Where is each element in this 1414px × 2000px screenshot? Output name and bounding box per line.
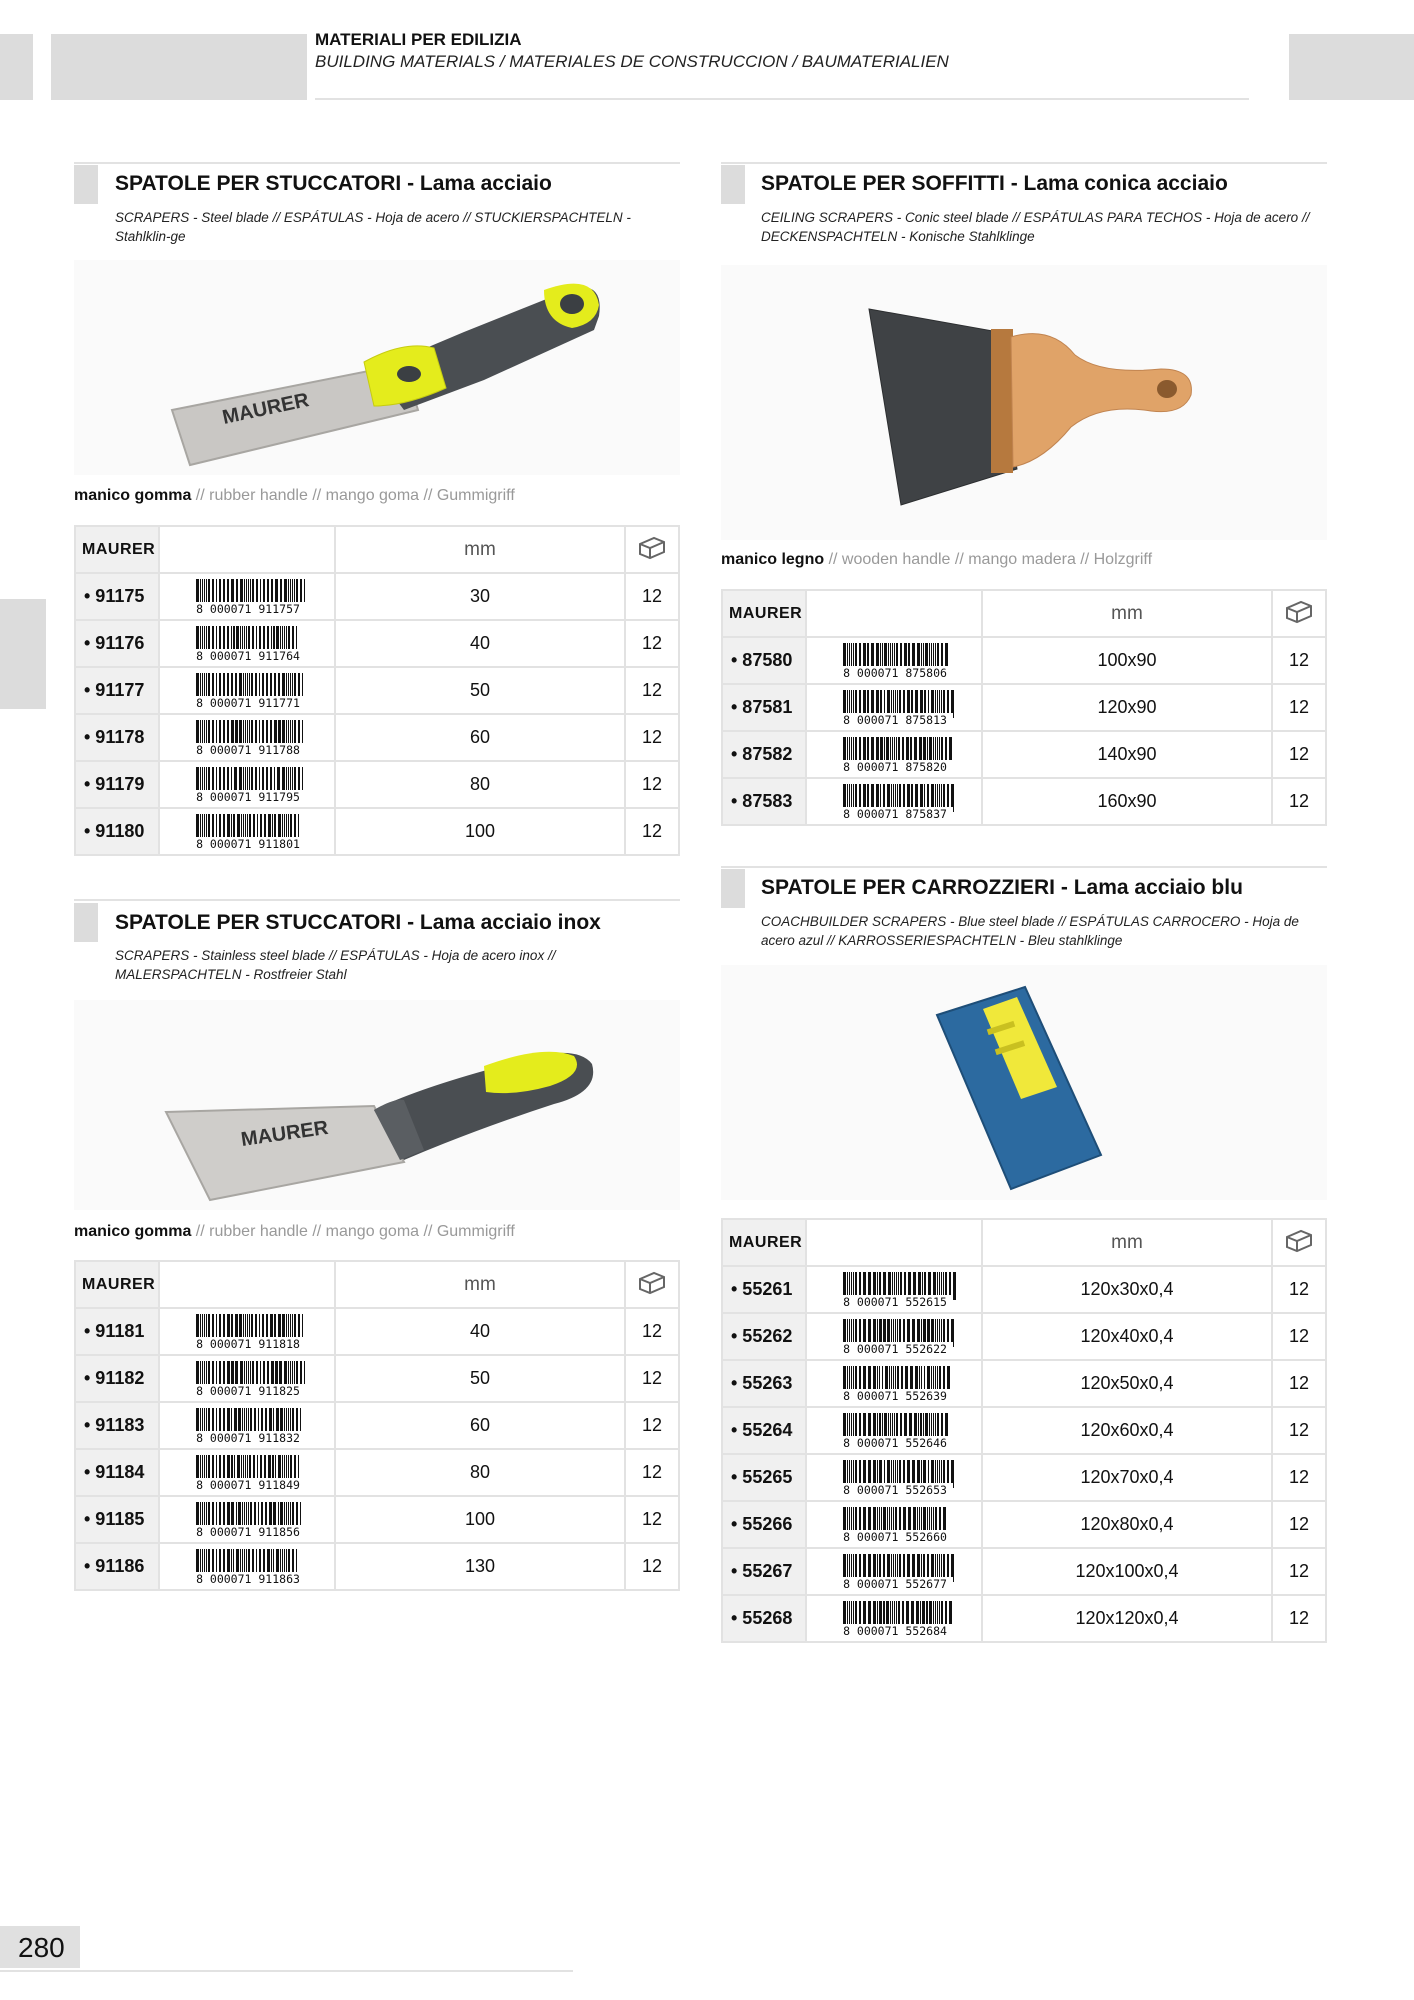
product-size: 120x40x0,4 [982,1313,1272,1360]
table-row [75,667,679,714]
product-code: • 55266 [722,1501,806,1548]
pack-quantity: 12 [625,667,679,714]
brand-logo: MAURER [722,590,806,637]
barcode-header [806,1219,982,1266]
page-header-subtitle: BUILDING MATERIALS / MATERIALES DE CONSTRUCCION / BAUMATERIALIEN [315,52,949,71]
product-code: • 91186 [75,1543,159,1590]
section-divider [74,899,680,901]
pack-quantity: 12 [625,620,679,667]
pack-quantity: 12 [625,1308,679,1355]
product-size: 120x100x0,4 [982,1548,1272,1595]
section-mark [721,165,745,204]
table-row [722,778,1326,825]
table-row [75,1402,679,1449]
product-size: 140x90 [982,731,1272,778]
barcode-header [806,590,982,637]
svg-text:8 000071 875837: 8 000071 875837 [843,806,947,821]
table-row [75,573,679,620]
pack-quantity: 12 [1272,731,1326,778]
table-row [722,1266,1326,1313]
barcode [159,1543,335,1590]
pack-quantity: 12 [625,1496,679,1543]
handle-note [74,1223,515,1241]
product-size: 130 [335,1543,625,1590]
product-code: • 91176 [75,620,159,667]
barcode [806,1313,982,1360]
barcode-header [159,1261,335,1308]
svg-text:8 000071 875813: 8 000071 875813 [843,712,947,727]
pack-quantity: 12 [625,573,679,620]
section-title-rest: - Lama acciaio [401,172,552,195]
product-code: • 91179 [75,761,159,808]
header-right-tab [1289,34,1414,100]
svg-text:8 000071 911764: 8 000071 911764 [196,648,300,663]
pack-quantity: 12 [625,1449,679,1496]
product-code: • 87581 [722,684,806,731]
section-title-bold: SPATOLE PER CARROZZIERI [761,876,1056,899]
product-size: 60 [335,714,625,761]
product-size: 120x80x0,4 [982,1501,1272,1548]
header-divider [315,98,1249,100]
section-title-rest: - Lama acciaio blu [1055,876,1243,899]
svg-text:8 000071 552639: 8 000071 552639 [843,1388,947,1403]
pack-quantity: 12 [1272,1595,1326,1642]
table-row [75,1308,679,1355]
section-mark [74,165,98,204]
barcode [806,1360,982,1407]
product-code: • 91180 [75,808,159,855]
handle-note-rest: // wooden handle // mango madera // Holzgriff [824,551,1153,568]
page-number-box [0,1926,80,1968]
svg-text:8 000071 552684: 8 000071 552684 [843,1623,947,1638]
table-row [722,1595,1326,1642]
product-size: 80 [335,761,625,808]
svg-text:8 000071 552653: 8 000071 552653 [843,1482,947,1497]
product-size: 80 [335,1449,625,1496]
table-row [722,1313,1326,1360]
scraper-rubber-handle-image [74,260,680,475]
product-code: • 55267 [722,1548,806,1595]
product-code: • 55263 [722,1360,806,1407]
svg-text:8 000071 552660: 8 000071 552660 [843,1529,947,1544]
svg-text:8 000071 552677: 8 000071 552677 [843,1576,947,1591]
product-size: 50 [335,1355,625,1402]
blue-scraper-image [721,965,1327,1200]
barcode [806,1548,982,1595]
handle-note-rest: // rubber handle // mango goma // Gummigriff [191,487,515,504]
svg-text:8 000071 552622: 8 000071 552622 [843,1341,947,1356]
page-header-title: MATERIALI PER EDILIZIA [315,30,522,49]
table-row [75,761,679,808]
product-table [74,1260,680,1591]
unit-header: mm [982,1219,1272,1266]
brand-logo: MAURER [75,526,159,573]
table-row [75,1496,679,1543]
product-table [74,525,680,856]
brand-logo: MAURER [722,1219,806,1266]
section-title-bold: SPATOLE PER STUCCATORI [115,911,402,934]
product-code: • 91178 [75,714,159,761]
handle-note-bold: manico gomma [74,487,192,504]
product-size: 40 [335,1308,625,1355]
table-row [722,1548,1326,1595]
section-title [761,172,1228,196]
pack-quantity: 12 [1272,1266,1326,1313]
box-icon [625,526,679,573]
table-row [75,1543,679,1590]
handle-note-bold: manico legno [721,551,825,568]
table-row [722,1360,1326,1407]
pack-quantity: 12 [1272,1501,1326,1548]
table-row [722,637,1326,684]
barcode [159,573,335,620]
svg-text:8 000071 911863: 8 000071 911863 [196,1571,300,1586]
product-code: • 87582 [722,731,806,778]
table-row [75,620,679,667]
pack-quantity: 12 [1272,1548,1326,1595]
pack-quantity: 12 [625,1355,679,1402]
pack-quantity: 12 [625,761,679,808]
scraper-inox-image [74,1000,680,1210]
section-subtitle: CEILING SCRAPERS - Conic steel blade // ESPÁTULAS PARA TECHOS - Hoja de acero // DECKENSPACHTELN - Konische Stahlklinge [761,210,1310,244]
svg-text:8 000071 911825: 8 000071 911825 [196,1383,300,1398]
barcode [159,761,335,808]
product-code: • 91185 [75,1496,159,1543]
footer-divider [0,1970,573,1972]
barcode [159,1402,335,1449]
brand-logo: MAURER [75,1261,159,1308]
svg-text:8 000071 875820: 8 000071 875820 [843,759,947,774]
product-code: • 91183 [75,1402,159,1449]
barcode [806,1454,982,1501]
pack-quantity: 12 [625,1402,679,1449]
svg-text:8 000071 911849: 8 000071 911849 [196,1477,300,1492]
product-size: 100 [335,808,625,855]
product-size: 120x120x0,4 [982,1595,1272,1642]
section-mark [721,869,745,908]
barcode [806,1266,982,1313]
product-size: 30 [335,573,625,620]
svg-text:8 000071 875806: 8 000071 875806 [843,665,947,680]
product-size: 160x90 [982,778,1272,825]
product-table [721,1218,1327,1643]
section-divider [721,866,1327,868]
handle-note [721,551,1152,569]
barcode [159,1496,335,1543]
barcode [159,620,335,667]
table-row [722,684,1326,731]
section-title [115,172,552,196]
product-code: • 55265 [722,1454,806,1501]
handle-note [74,487,515,505]
svg-text:8 000071 552615: 8 000071 552615 [843,1294,947,1309]
unit-header: mm [982,590,1272,637]
section-divider [74,162,680,164]
section-title-bold: SPATOLE PER STUCCATORI [115,172,402,195]
product-table [721,589,1327,826]
section-subtitle: SCRAPERS - Steel blade // ESPÁTULAS - Hoja de acero // STUCKIERSPACHTELN - Stahlklin-ge [115,210,631,244]
barcode [159,1449,335,1496]
pack-quantity: 12 [625,808,679,855]
table-row [75,1449,679,1496]
table-row [722,1454,1326,1501]
product-code: • 55268 [722,1595,806,1642]
table-row [75,714,679,761]
section-title-bold: SPATOLE PER SOFFITTI [761,172,1005,195]
page-number: 280 [18,1932,65,1963]
section-title [115,911,601,935]
section-title-rest: - Lama conica acciaio [1004,172,1228,195]
pack-quantity: 12 [625,1543,679,1590]
box-icon [1272,1219,1326,1266]
pack-quantity: 12 [625,714,679,761]
product-code: • 91184 [75,1449,159,1496]
section-subtitle: SCRAPERS - Stainless steel blade // ESPÁTULAS - Hoja de acero inox // MALERSPACHTELN - Rostfreier Stahl [115,948,556,982]
product-code: • 91181 [75,1308,159,1355]
svg-text:MAURER: MAURER [239,1116,330,1151]
section-title [761,876,1243,900]
product-code: • 87580 [722,637,806,684]
header-left-tab [0,34,33,100]
pack-quantity: 12 [1272,1360,1326,1407]
product-size: 120x90 [982,684,1272,731]
unit-header: mm [335,526,625,573]
svg-text:8 000071 911771: 8 000071 911771 [196,695,300,710]
header-block [51,34,307,100]
product-size: 120x60x0,4 [982,1407,1272,1454]
barcode [806,1407,982,1454]
pack-quantity: 12 [1272,1407,1326,1454]
svg-text:8 000071 911818: 8 000071 911818 [196,1336,300,1351]
barcode [806,1595,982,1642]
svg-text:8 000071 911856: 8 000071 911856 [196,1524,300,1539]
table-row [75,808,679,855]
barcode [159,808,335,855]
section-mark [74,903,98,942]
table-row [722,1407,1326,1454]
section-divider [721,162,1327,164]
svg-text:8 000071 552646: 8 000071 552646 [843,1435,947,1450]
product-size: 60 [335,1402,625,1449]
svg-text:MAURER: MAURER [220,389,311,429]
unit-header: mm [335,1261,625,1308]
product-code: • 91182 [75,1355,159,1402]
barcode [806,684,982,731]
product-code: • 55264 [722,1407,806,1454]
pack-quantity: 12 [1272,637,1326,684]
product-code: • 87583 [722,778,806,825]
product-size: 100x90 [982,637,1272,684]
barcode-header [159,526,335,573]
side-tab [0,599,46,709]
product-size: 120x30x0,4 [982,1266,1272,1313]
product-code: • 55261 [722,1266,806,1313]
product-size: 50 [335,667,625,714]
box-icon [625,1261,679,1308]
svg-text:8 000071 911757: 8 000071 911757 [196,601,300,616]
product-code: • 55262 [722,1313,806,1360]
section-title-rest: - Lama acciaio inox [401,911,601,934]
svg-text:8 000071 911788: 8 000071 911788 [196,742,300,757]
svg-text:8 000071 911801: 8 000071 911801 [196,836,300,851]
svg-text:8 000071 911795: 8 000071 911795 [196,789,300,804]
product-size: 100 [335,1496,625,1543]
table-row [722,1501,1326,1548]
barcode [806,731,982,778]
pack-quantity: 12 [1272,778,1326,825]
barcode [806,778,982,825]
product-size: 120x70x0,4 [982,1454,1272,1501]
section-subtitle: COACHBUILDER SCRAPERS - Blue steel blade // ESPÁTULAS CARROCERO - Hoja de acero azul // KARROSSERIESPACHTELN - Bleu stahlklinge [761,914,1299,948]
barcode [806,1501,982,1548]
product-code: • 91175 [75,573,159,620]
handle-note-rest: // rubber handle // mango goma // Gummigriff [191,1223,515,1240]
table-row [75,1355,679,1402]
barcode [159,1308,335,1355]
svg-text:8 000071 911832: 8 000071 911832 [196,1430,300,1445]
barcode [806,637,982,684]
handle-note-bold: manico gomma [74,1223,192,1240]
barcode [159,714,335,761]
barcode [159,667,335,714]
pack-quantity: 12 [1272,1313,1326,1360]
pack-quantity: 12 [1272,684,1326,731]
pack-quantity: 12 [1272,1454,1326,1501]
product-code: • 91177 [75,667,159,714]
product-size: 40 [335,620,625,667]
ceiling-scraper-image [721,265,1327,540]
barcode [159,1355,335,1402]
product-size: 120x50x0,4 [982,1360,1272,1407]
table-row [722,731,1326,778]
box-icon [1272,590,1326,637]
